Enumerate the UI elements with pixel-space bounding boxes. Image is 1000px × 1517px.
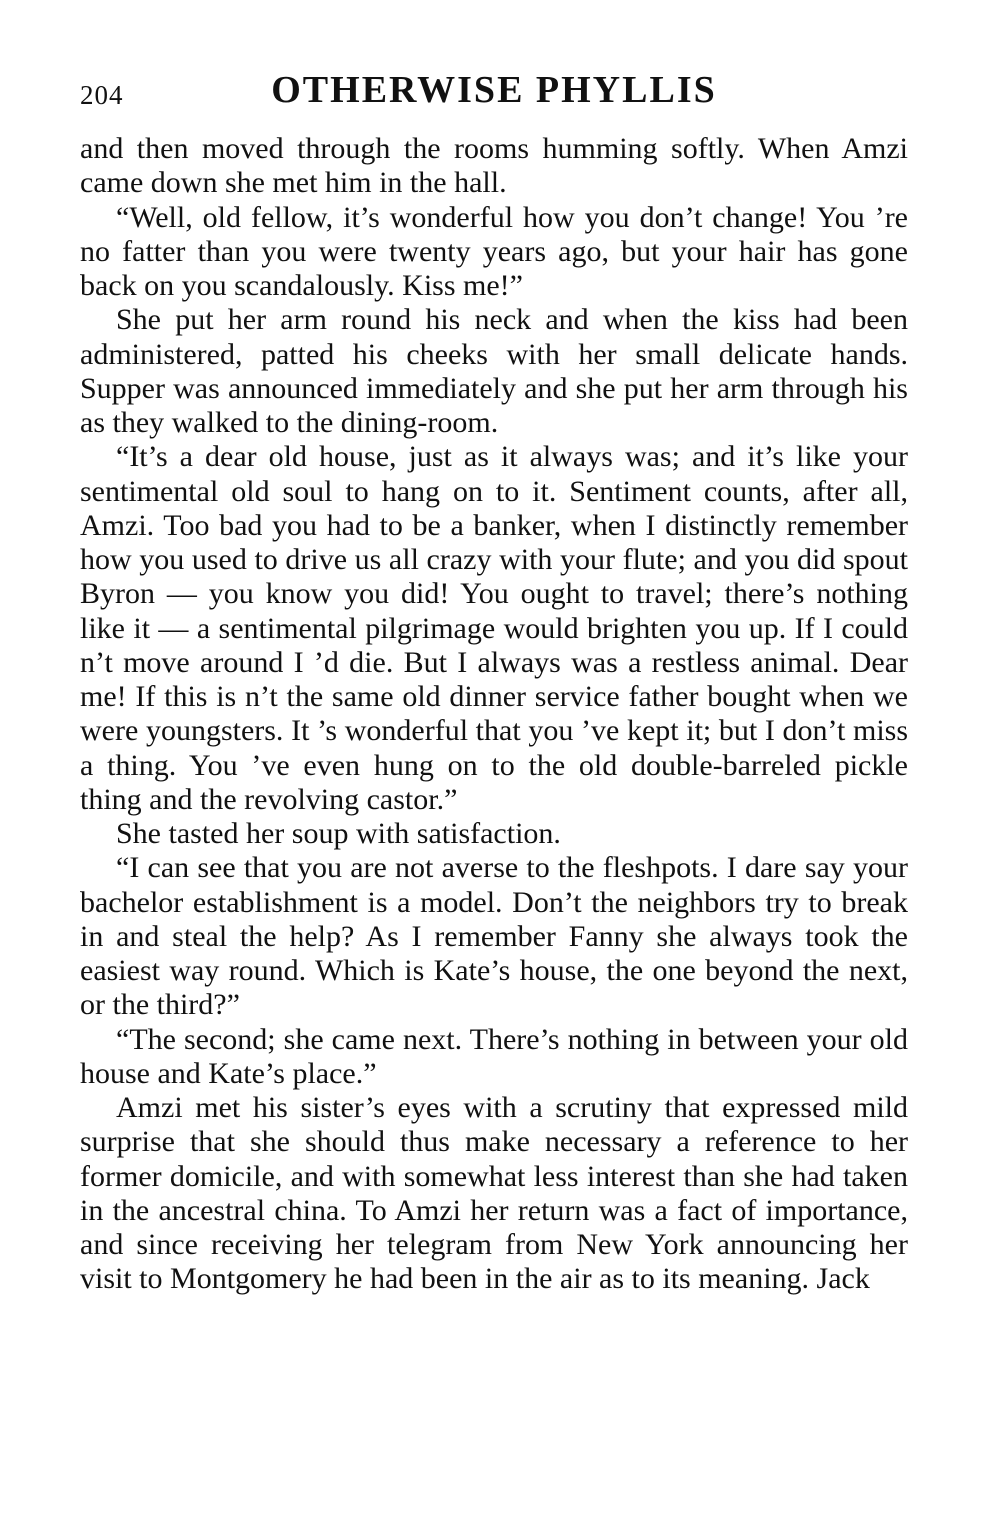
paragraph: She put her arm round his neck and when the kiss had been administered, patted his cheeks with her small delicate hands. Supper was announced immediately and she put her arm through his as they walked to the dining-room.: [80, 303, 908, 439]
paragraph: “I can see that you are not averse to the fleshpots. I dare say your bachelor establishment is a model. Don’t the neighbors try to break in and steal the help? As I remember Fanny she always took the easiest way round. Which is Kate’s house, the one beyond the next, or the third?”: [80, 851, 908, 1022]
book-title: OTHERWISE PHYLLIS: [271, 69, 717, 111]
running-head: [80, 68, 908, 118]
body-text: [80, 132, 908, 1297]
paragraph: She tasted her soup with satisfaction.: [116, 817, 561, 850]
paragraph: Amzi met his sister’s eyes with a scrutiny that expressed mild surprise that she should thus make necessary a reference to her former domicile, and with somewhat less interest than she had taken in the ancestral china. To Amzi her return was a fact of importance, and since receiving her telegram from New York announcing her visit to Montgomery he had been in the air as to its meaning. Jack: [80, 1091, 908, 1296]
paragraph: “Well, old fellow, it’s wonderful how you don’t change! You ’re no fatter than you were twenty years ago, but your hair has gone back on you scandalously. Kiss me!”: [80, 200, 908, 302]
paragraph: “It’s a dear old house, just as it always was; and it’s like your sentimental old soul to hang on to it. Sentiment counts, after all, Amzi. Too bad you had to be a banker, when I distinctly remember how you used to drive us all crazy with your flute; and you did spout Byron — you know you did! You ought to travel; there’s nothing like it — a sentimental pilgrimage would brighten you up. If I could n’t move around I ’d die. But I always was a restless animal. Dear me! If this is n’t the same old dinner service father bought when we were youngsters. It ’s wonderful that you ’ve kept it; but I don’t miss a thing. You ’ve even hung on to the old double-barreled pickle thing and the revolving castor.”: [80, 440, 908, 816]
paragraph: and then moved through the rooms humming softly. When Amzi came down she met him in the hall.: [80, 132, 908, 200]
page-number: 204: [80, 80, 124, 110]
paragraph: “The second; she came next. There’s nothing in between your old house and Kate’s place.”: [80, 1022, 908, 1090]
